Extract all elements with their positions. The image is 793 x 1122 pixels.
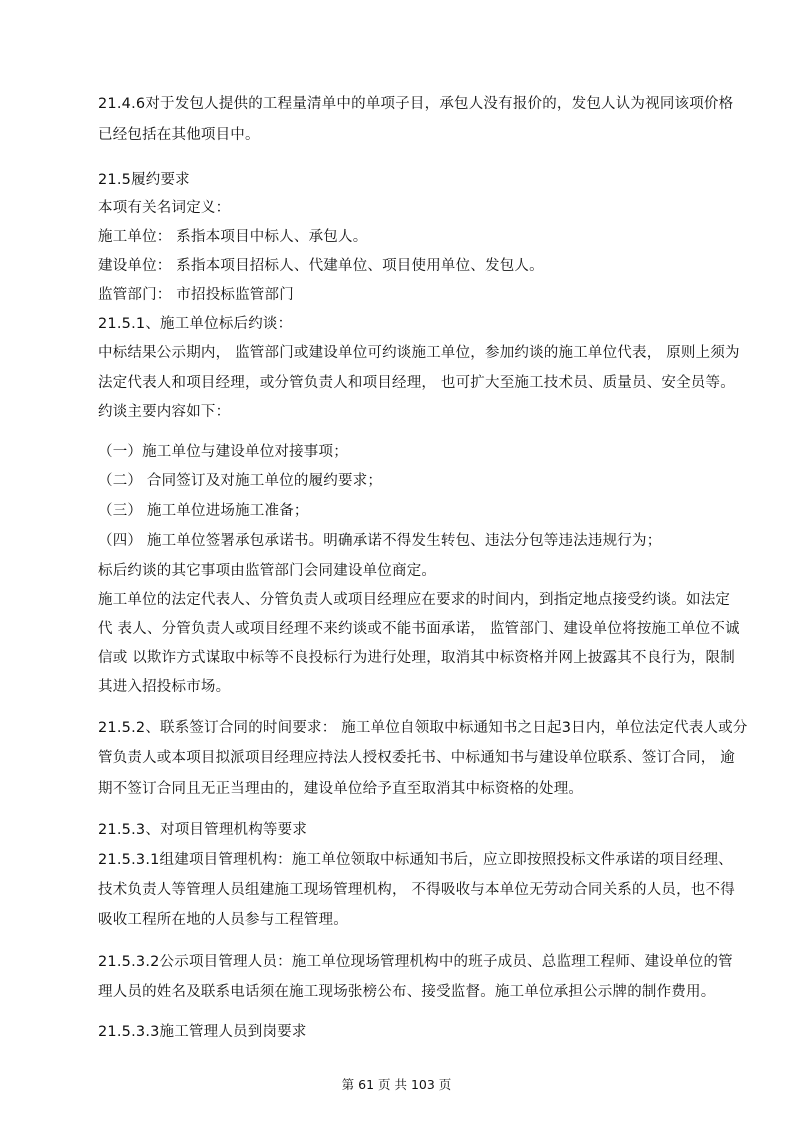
text-line: 约谈主要内容如下： [98,404,231,420]
text-line: 本项有关名词定义： [98,200,231,216]
text-line: 代 表人、分管负责人或项目经理不来约谈或不能书面承诺， 监管部门、建设单位将按施工单位不诚 [98,621,740,637]
text-line: 期不签订合同且无正当理由的，建设单位给予直至取消其中标资格的处理。 [98,781,584,797]
text-line: 标后约谈的其它事项由监管部门会同建设单位商定。 [98,563,437,579]
text-line: 21.5.3.1组建项目管理机构：施工单位领取中标通知书后，应立即按照投标文件承诺的项目经理、 [98,852,733,868]
text-line: 21.5.3.2公示项目管理人员：施工单位现场管理机构中的班子成员、总监理工程师、建设单位的管 [98,954,733,970]
list-item: （三） 施工单位进场施工准备； [98,503,309,519]
text-line: 法定代表人和项目经理，或分管负责人和项目经理， 也可扩大至施工技术员、质量员、安全员等。 [98,375,735,391]
text-line: 管负责人或本项目拟派项目经理应持法人授权委托书、中标通知书与建设单位联系、签订合同， 逾 [98,750,735,766]
text-line: 施工单位的法定代表人、分管负责人或项目经理应在要求的时间内，到指定地点接受约谈。如法定 [98,592,731,608]
list-item: （二） 合同签订及对施工单位的履约要求； [98,473,383,489]
section-heading: 21.5履约要求 [98,172,190,188]
page-number-footer: 第 61 页 共 103 页 [341,1077,452,1092]
definition-line: 监管部门： 市招投标监管部门 [98,287,294,303]
text-line: 吸收工程所在地的人员参与工程管理。 [98,912,348,928]
text-line: 已经包括在其他项目中。 [98,127,260,143]
text-line: 中标结果公示期内， 监管部门或建设单位可约谈施工单位，参加约谈的施工单位代表， 原则上须为 [98,345,740,361]
definition-line: 施工单位： 系指本项目中标人、承包人。 [98,229,368,245]
subsection-heading: 21.5.1、施工单位标后约谈： [98,316,293,332]
subsection-heading: 21.5.3、对项目管理机构等要求 [98,822,308,838]
subsection-heading: 21.5.3.3施工管理人员到岗要求 [98,1024,307,1040]
text-line: 技术负责人等管理人员组建施工现场管理机构， 不得吸收与本单位无劳动合同关系的人员，也不得 [98,882,735,898]
text-line: 理人员的姓名及联系电话须在施工现场张榜公布、接受监督。施工单位承担公示牌的制作费用。 [98,984,716,1000]
text-line: 其进入招投标市场。 [98,679,231,695]
text-line: 信或 以欺诈方式谋取中标等不良投标行为进行处理，取消其中标资格并网上披露其不良行为，限制 [98,650,735,666]
definition-line: 建设单位： 系指本项目招标人、代建单位、项目使用单位、发包人。 [98,258,544,274]
list-item: （一）施工单位与建设单位对接事项； [98,444,348,460]
text-line: 21.4.6对于发包人提供的工程量清单中的单项子目，承包人没有报价的，发包人认为视同该项价格 [98,96,734,112]
subsection-heading: 21.5.2、联系签订合同的时间要求： 施工单位自领取中标通知书之日起3日内，单位法定代表人或分 [98,720,748,736]
list-item: （四） 施工单位签署承包承诺书。明确承诺不得发生转包、违法分包等违法违规行为； [98,533,662,549]
